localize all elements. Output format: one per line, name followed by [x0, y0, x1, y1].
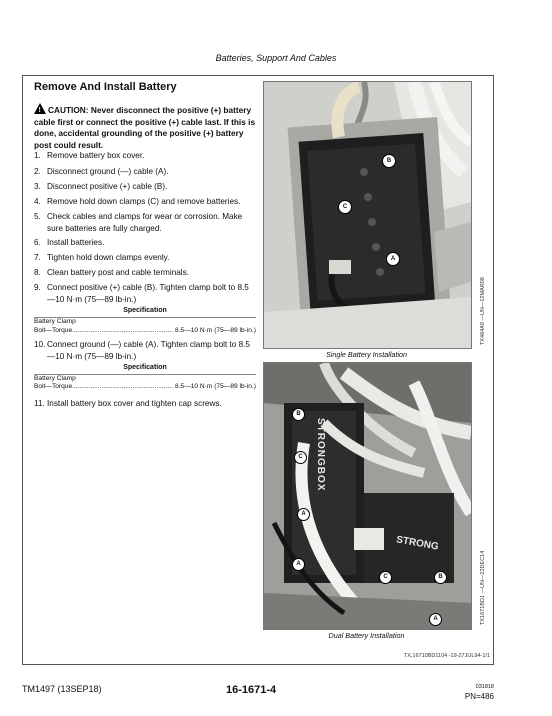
step-item: 10. Connect ground (—) cable (A). Tighten clamp bolt to 8.5—10 N·m (75—89 lb-in.) — [34, 340, 250, 361]
single-battery-photo — [263, 81, 472, 349]
pn-number: PN=486 — [464, 692, 494, 701]
warning-triangle-icon — [34, 103, 46, 114]
callout-a: A — [429, 613, 442, 626]
spec-heading: Specification — [123, 364, 167, 371]
figure-caption: Single Battery Installation — [325, 350, 408, 359]
step-item: 4. Remove hold down clamps (C) and remove batteries. — [34, 197, 241, 206]
spec-item: Battery Clamp — [34, 318, 76, 325]
dual-battery-photo — [263, 362, 472, 630]
caution-block — [34, 103, 259, 151]
step-item: 1. Remove battery box cover. — [34, 151, 145, 160]
figure-tag: TX464A9 —UN—12MAR08 — [480, 277, 486, 345]
figure-caption: Dual Battery Installation — [328, 631, 405, 640]
spec-row: Bolt—Torque ..... 8.5—10 N·m (75—89 lb-in.) — [34, 383, 256, 390]
step-item: 8. Clean battery post and cable terminals. — [34, 268, 189, 277]
spec-heading: Specification — [123, 307, 167, 314]
step-item: 3. Disconnect positive (+) cable (B). — [34, 182, 168, 191]
section-title: Remove And Install Battery — [34, 81, 177, 93]
step-item: 6. Install batteries. — [34, 238, 105, 247]
step-item: 5. Check cables and clamps for wear or corrosion. Make sure batteries are fully charged. — [34, 212, 243, 233]
callout-c: C — [379, 571, 392, 584]
step-item: 7. Tighten hold down clamps evenly. — [34, 253, 170, 262]
step-item: 9. Connect positive (+) cable (B). Tighten clamp bolt to 8.5—10 N·m (75—89 lb-in.) — [34, 283, 249, 304]
callout-a: A — [292, 558, 305, 571]
callout-c: C — [294, 451, 307, 464]
callout-b: B — [382, 154, 396, 168]
page-number: 16-1671-4 — [226, 684, 277, 696]
step-item: 2. Disconnect ground (—) cable (A). — [34, 167, 169, 176]
callout-b: B — [292, 408, 305, 421]
figure-tag: TX1671BD1 —UN—22DEC14 — [480, 550, 486, 625]
callout-c: C — [338, 200, 352, 214]
step-item: 11. Install battery box cover and tighten cap screws. — [34, 399, 222, 408]
callout-b: B — [434, 571, 447, 584]
footer-small-code: 031818 — [475, 684, 494, 690]
brand-label: STRONGBOX — [315, 418, 326, 492]
callout-a: A — [386, 252, 400, 266]
page-header-title: Batteries, Support And Cables — [215, 53, 337, 63]
manual-id: TM1497 (13SEP18) — [22, 684, 102, 694]
spec-row: Bolt—Torque ..... 8.5—10 N·m (75—89 lb-in.) — [34, 327, 256, 334]
spec-item: Battery Clamp — [34, 375, 76, 382]
reference-code: TX,16710BD1104 -19-27JUL94-1/1 — [403, 653, 490, 659]
brand-label: STRONG — [395, 534, 440, 553]
callout-a: A — [297, 508, 310, 521]
caution-text: CAUTION: Never disconnect the positive (+) battery cable first or connect the positive (+) cable last. If this is done, accidental grounding of the positive (+) battery post could result. — [34, 105, 256, 150]
